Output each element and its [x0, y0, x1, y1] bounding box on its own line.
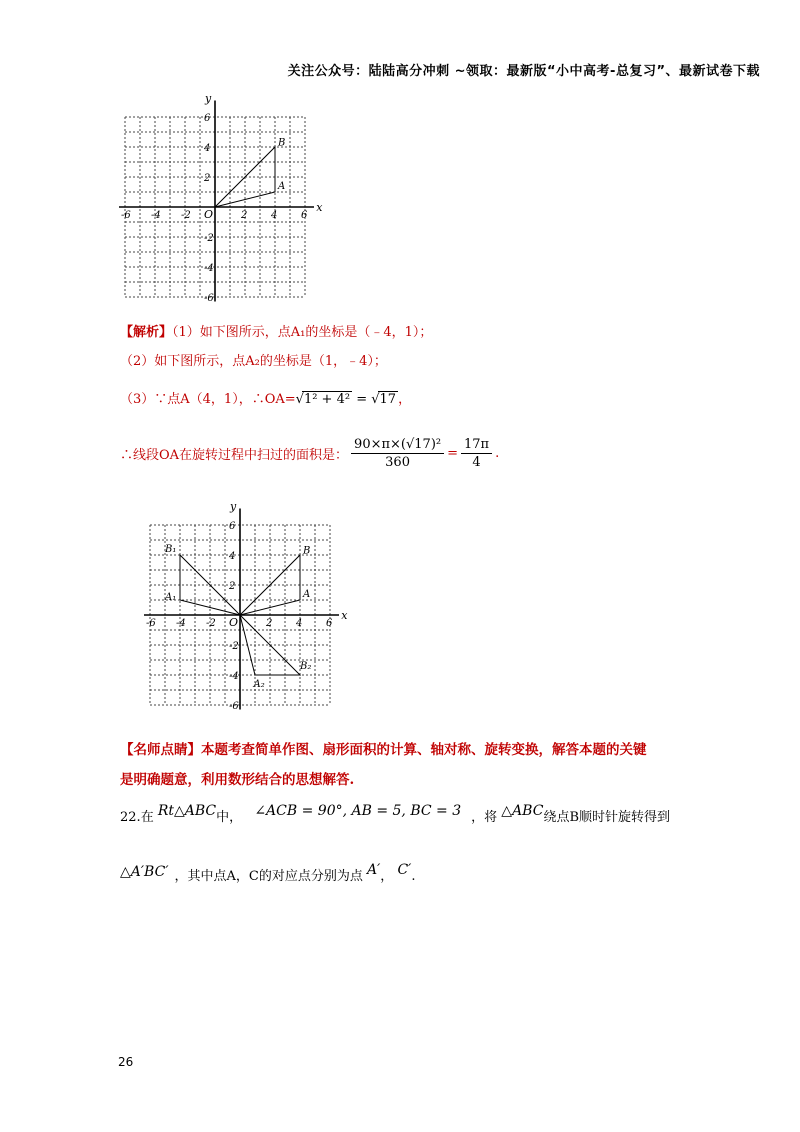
point-a2-label: A₂ [253, 679, 265, 690]
x-tick-label: -2 [181, 210, 191, 221]
y-tick-label: 6 [229, 521, 236, 532]
solution-line-1 [120, 321, 432, 340]
tip-text-1: 本题考查简单作图、扇形面积的计算、轴对称、旋转变换，解答本题的关键 [201, 742, 647, 758]
comma: ， [398, 392, 412, 407]
point-b-label: B [278, 137, 286, 149]
y-tick-label: 4 [229, 551, 236, 562]
problem-text-6: ， [380, 869, 394, 884]
fraction-denominator: 360 [385, 455, 410, 470]
tip-line-1 [120, 738, 647, 758]
math-c-prime: C′ [397, 862, 412, 878]
x-axis-label: x [316, 201, 323, 214]
solution-text-3: （3）∵点A（4，1），∴OA= [120, 392, 296, 407]
y-tick-label: -4 [229, 671, 239, 682]
fraction-numerator: 90×π×(√17)² [351, 437, 444, 454]
problem-text-4: 绕点B顺时针旋转得到 [543, 810, 670, 825]
fraction-result [461, 437, 492, 470]
math-rotated-triangle: △A′BC′ [120, 864, 169, 880]
coordinate-graph-2 [140, 500, 360, 712]
math-a-prime: A′ [366, 862, 381, 878]
tip-line-2: 是明确题意，利用数形结合的思想解答. [120, 772, 355, 788]
x-tick-label: 4 [271, 210, 278, 221]
point-b-label: B [303, 545, 311, 557]
x-tick-label: -6 [146, 618, 156, 629]
origin-label: O [204, 208, 214, 221]
sqrt-result: 17 [379, 392, 397, 407]
period: . [495, 446, 500, 461]
x-tick-label: -4 [151, 210, 161, 221]
solution-text-1: （1）如下图所示，点A₁的坐标是（﹣4，1）； [172, 325, 433, 340]
math-triangle-abc: △ABC [501, 803, 544, 819]
problem-text-1: 在 [140, 810, 154, 825]
x-tick-label: 2 [241, 210, 248, 221]
math-conditions: ∠ACB = 90°, AB = 5, BC = 3 [254, 803, 462, 819]
solution-line-3 [120, 388, 411, 407]
y-tick-label: -6 [204, 293, 214, 304]
point-a-label: A [278, 181, 286, 192]
problem-text-7: . [411, 869, 416, 884]
x-tick-label: -6 [121, 210, 131, 221]
problem-number: 22. [120, 810, 141, 825]
problem-text-5: ，其中点A，C的对应点分别为点 [174, 869, 363, 884]
y-tick-label: -4 [204, 263, 214, 274]
solution-line-2: （2）如下图所示，点A₂的坐标是（1，﹣4）； [120, 354, 387, 369]
y-tick-label: -2 [229, 641, 239, 652]
y-axis-label: y [205, 92, 212, 105]
fraction-result-numerator: 17π [461, 437, 492, 454]
solution-line-4 [120, 437, 499, 470]
math-rt-triangle: Rt△ABC [157, 803, 217, 819]
y-tick-label: 2 [229, 581, 236, 592]
problem-22-line-1 [120, 803, 670, 825]
solution-label: 【解析】 [120, 325, 173, 340]
sqrt-expression: √1² + 4² = √17 [295, 392, 397, 407]
solution-text-4: ∴线段OA在旋转过程中扫过的面积是： [120, 448, 349, 463]
y-axis-label: y [230, 500, 237, 513]
y-tick-label: 2 [204, 173, 211, 184]
x-tick-label: 4 [296, 618, 303, 629]
x-axis-label: x [341, 609, 348, 622]
x-tick-label: -2 [206, 618, 216, 629]
origin-label: O [229, 616, 239, 629]
y-tick-label: -2 [204, 233, 214, 244]
problem-22-line-2 [120, 862, 416, 884]
point-b2-label: B₂ [300, 661, 312, 672]
problem-text-3: ，将 [471, 810, 498, 825]
page-number: 26 [118, 1055, 134, 1069]
fraction-area [351, 437, 444, 470]
point-b1-label: B₁ [165, 544, 177, 555]
page-header: 关注公众号：陆陆高分冲刺 ~领取：最新版“小中高考-总复习”、最新试卷下载 [287, 64, 760, 79]
equals-sign-2: = [447, 446, 459, 461]
x-tick-label: -4 [176, 618, 186, 629]
x-tick-label: 2 [266, 618, 273, 629]
fraction-result-denominator: 4 [472, 455, 481, 470]
x-tick-label: 6 [301, 210, 308, 221]
equals-sign: = [352, 392, 372, 407]
point-a-label: A [303, 589, 311, 600]
point-a1-label: A₁ [165, 592, 177, 603]
y-tick-label: 4 [204, 143, 211, 154]
tip-label: 【名师点睛】 [120, 742, 201, 758]
x-tick-label: 6 [326, 618, 333, 629]
coordinate-graph-1 [115, 92, 335, 304]
problem-text-2: 中， [216, 810, 243, 825]
y-tick-label: 6 [204, 113, 211, 124]
y-tick-label: -6 [229, 701, 239, 712]
sqrt-radicand: 1² + 4² [303, 392, 351, 407]
